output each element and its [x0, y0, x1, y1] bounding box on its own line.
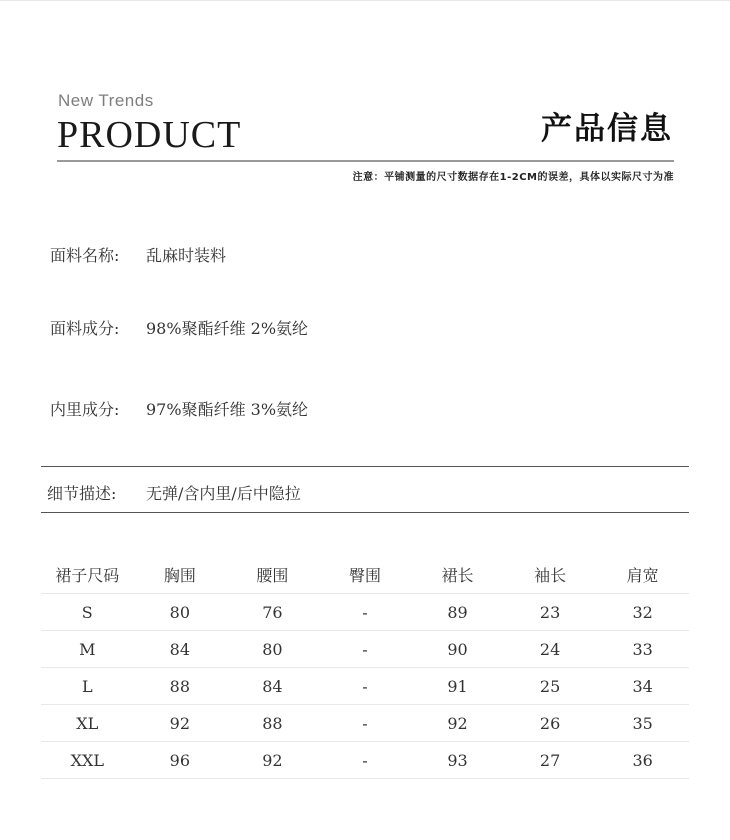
table-cell: -	[319, 742, 412, 779]
table-cell: 90	[411, 631, 504, 668]
table-cell: -	[319, 594, 412, 631]
details-top-divider	[41, 466, 689, 467]
lining-composition-row	[50, 397, 308, 420]
table-cell: 88	[134, 668, 227, 705]
table-cell: 33	[596, 631, 689, 668]
header-sleeve-length: 袖长	[534, 566, 567, 585]
table-cell: L	[41, 668, 134, 705]
table-cell: S	[41, 594, 134, 631]
fabric-name-row	[50, 243, 226, 266]
table-cell: 35	[596, 705, 689, 742]
header-bust: 胸围	[163, 566, 196, 585]
table-cell: 36	[596, 742, 689, 779]
table-cell: 88	[226, 705, 319, 742]
table-cell: 80	[134, 594, 227, 631]
table-cell: 96	[134, 742, 227, 779]
size-table-header-row	[41, 556, 689, 594]
top-divider	[0, 0, 730, 1]
table-cell: 92	[411, 705, 504, 742]
fabric-name-label: 面料名称:	[50, 246, 120, 265]
fabric-composition-row	[50, 316, 308, 339]
table-cell: 89	[411, 594, 504, 631]
fabric-composition-value: 98%聚酯纤维 2%氨纶	[146, 319, 309, 338]
table-cell: 27	[504, 742, 597, 779]
table-cell: -	[319, 631, 412, 668]
header-skirt-length: 裙长	[441, 566, 474, 585]
details-value: 无弹/含内里/后中隐拉	[146, 484, 301, 503]
header-brand-title: PRODUCT	[57, 114, 242, 156]
table-row	[41, 742, 689, 779]
fabric-composition-label: 面料成分:	[50, 319, 120, 338]
table-cell: 93	[411, 742, 504, 779]
page-title: 产品信息	[541, 111, 673, 147]
measurement-note: 注意：平铺测量的尺寸数据存在1-2CM的误差，具体以实际尺寸为准	[352, 172, 674, 183]
header-shoulder-width: 肩宽	[626, 566, 659, 585]
fabric-name-value: 乱麻时装料	[146, 246, 227, 265]
table-cell: M	[41, 631, 134, 668]
table-cell: 76	[226, 594, 319, 631]
header-hip: 臀围	[348, 566, 381, 585]
table-row	[41, 594, 689, 631]
size-table	[41, 556, 689, 779]
header-waist: 腰围	[256, 566, 289, 585]
table-cell: 84	[134, 631, 227, 668]
table-row	[41, 705, 689, 742]
table-row	[41, 631, 689, 668]
table-cell: 25	[504, 668, 597, 705]
table-cell: -	[319, 668, 412, 705]
lining-composition-value: 97%聚酯纤维 3%氨纶	[146, 400, 309, 419]
table-cell: 91	[411, 668, 504, 705]
table-cell: XXL	[41, 742, 134, 779]
header-size: 裙子尺码	[55, 566, 120, 585]
table-cell: 92	[226, 742, 319, 779]
details-label: 细节描述:	[47, 484, 117, 503]
table-cell: 26	[504, 705, 597, 742]
table-cell: 84	[226, 668, 319, 705]
table-cell: -	[319, 705, 412, 742]
table-row	[41, 668, 689, 705]
table-cell: XL	[41, 705, 134, 742]
table-cell: 80	[226, 631, 319, 668]
lining-composition-label: 内里成分:	[50, 400, 120, 419]
table-cell: 92	[134, 705, 227, 742]
header-subtitle: New Trends	[58, 91, 154, 110]
table-cell: 23	[504, 594, 597, 631]
details-bottom-divider	[41, 512, 689, 513]
table-cell: 24	[504, 631, 597, 668]
table-cell: 34	[596, 668, 689, 705]
header-divider	[57, 160, 674, 162]
details-row	[47, 481, 301, 504]
table-cell: 32	[596, 594, 689, 631]
